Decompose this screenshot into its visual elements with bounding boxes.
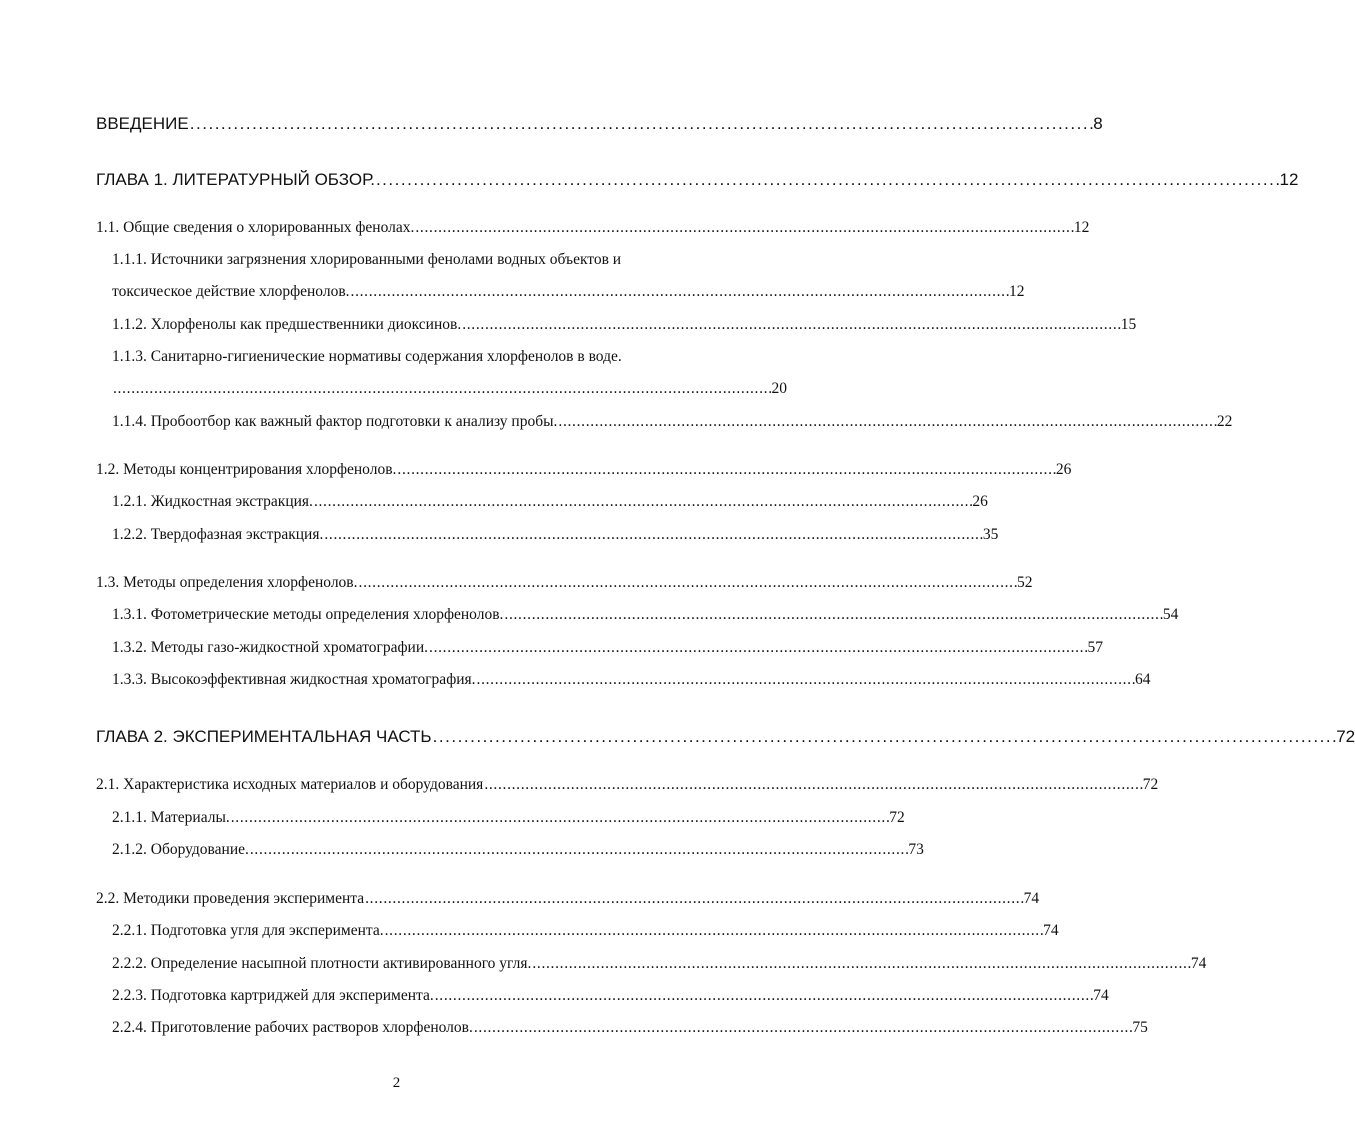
toc-leader-dots: [113, 380, 770, 398]
toc-entry-page: 75: [1132, 1019, 1148, 1036]
toc-leader-dots: [504, 606, 1161, 624]
toc-entry-title: 2.1.2. Оборудование.: [112, 841, 249, 858]
toc-entry-page: 74: [1023, 890, 1040, 907]
toc-entry-title: 2.1. Характеристика исходных материалов и оборудования: [96, 776, 484, 793]
toc-entry-1-3-2[interactable]: [112, 639, 1104, 657]
toc-leader-dots: [397, 461, 1054, 479]
toc-entry-2-2-2[interactable]: [112, 955, 1207, 973]
toc-entry-1-3[interactable]: [96, 574, 1033, 592]
toc-entry-title: ВВЕДЕНИЕ: [96, 114, 189, 133]
toc-entry-title: 1.1. Общие сведения о хлорированных фенолах.: [96, 219, 415, 236]
toc-leader-dots: [365, 890, 1022, 908]
toc-leader-dots: [385, 922, 1042, 940]
toc-entry-title: 1.3.1. Фотометрические методы определения хлорфенолов.: [112, 606, 504, 623]
toc-entry-page: 54: [1162, 606, 1179, 623]
toc-entry-2-2-3[interactable]: [112, 987, 1109, 1005]
toc-entry-1-2[interactable]: [96, 461, 1072, 479]
toc-leader-dots: [314, 493, 971, 511]
toc-leader-dots: [474, 1019, 1131, 1037]
toc-entry-page: 12: [1073, 219, 1090, 236]
toc-entry-2-1[interactable]: [96, 776, 1159, 794]
toc-entry-title: 2.1.1. Материалы.: [112, 809, 230, 826]
page-number: 2: [392, 1075, 401, 1091]
toc-entry-title: 1.3. Методы определения хлорфенолов.: [96, 574, 358, 591]
toc-entry-page: 12: [1279, 170, 1299, 189]
toc-leader-dots: [250, 841, 907, 859]
toc-entry-title: 1.2. Методы концентрирования хлорфенолов.: [96, 461, 397, 478]
toc-entry-page: 72: [1142, 776, 1159, 793]
toc-entry-1-2-2[interactable]: [112, 526, 999, 544]
toc-entry-chapter-1[interactable]: [96, 170, 1299, 190]
toc-entry-page: 74: [1190, 955, 1207, 972]
toc-leader-dots: [558, 413, 1215, 431]
toc-entry-intro[interactable]: [96, 114, 1103, 134]
toc-entry-title: 2.2.3. Подготовка картриджей для эксперимента.: [112, 987, 434, 1004]
toc-entry-chapter-2[interactable]: [96, 727, 1355, 747]
toc-entry-1-1-1-line1[interactable]: 1.1.1. Источники загрязнения хлорированными фенолами водных объектов и: [112, 251, 622, 268]
toc-leader-dots: [433, 727, 1336, 747]
toc-entry-1-3-3[interactable]: [112, 671, 1151, 689]
toc-leader-dots: [429, 639, 1086, 657]
toc-entry-page: 26: [1055, 461, 1072, 478]
toc-entry-title: 1.1.2. Хлорфенолы как предшественники диоксинов.: [112, 316, 462, 333]
toc-entry-title: 2.2. Методики проведения эксперимента: [96, 890, 365, 907]
toc-entry-page: 73: [908, 841, 924, 858]
toc-entry-page: 26: [972, 493, 988, 510]
toc-leader-dots: [359, 574, 1016, 592]
toc-entry-page: 12: [1009, 283, 1025, 300]
toc-leader-dots: [231, 809, 888, 827]
toc-entry-page: 35: [982, 526, 999, 543]
toc-entry-title: 2.2.2. Определение насыпной плотности активированного угля.: [112, 955, 532, 972]
toc-entry-2-1-1[interactable]: [112, 809, 905, 827]
toc-entry-page: 22: [1216, 413, 1233, 430]
toc-entry-page: 57: [1087, 639, 1104, 656]
toc-entry-1-2-1[interactable]: [112, 493, 988, 511]
toc-entry-2-2[interactable]: [96, 890, 1040, 908]
toc-entry-2-1-2[interactable]: [112, 841, 924, 859]
toc-entry-title: ГЛАВА 2. ЭКСПЕРИМЕНТАЛЬНАЯ ЧАСТЬ: [96, 727, 432, 746]
toc-leader-dots: [484, 776, 1141, 794]
toc-entry-page: 52: [1017, 574, 1033, 591]
toc-entry-1-3-1[interactable]: [112, 606, 1179, 624]
toc-entry-title: 1.3.3. Высокоэффективная жидкостная хроматография.: [112, 671, 476, 688]
toc-entry-page: 74: [1093, 987, 1109, 1004]
toc-entry-1-1-3[interactable]: [112, 380, 787, 398]
toc-entry-1-1-4[interactable]: [112, 413, 1233, 431]
toc-entry-page: 74: [1043, 922, 1059, 939]
toc-leader-dots: [190, 114, 1093, 134]
toc-entry-title: токсическое действие хлорфенолов.: [112, 283, 350, 300]
toc-entry-1-1-1[interactable]: [112, 283, 1025, 301]
toc-entry-title: 1.2.1. Жидкостная экстракция.: [112, 493, 313, 510]
toc-entry-title: 2.2.4. Приготовление рабочих растворов хлорфенолов.: [112, 1019, 473, 1036]
toc-entry-page: 20: [771, 380, 787, 397]
toc-entry-2-2-1[interactable]: [112, 922, 1059, 940]
toc-leader-dots: [477, 671, 1134, 689]
toc-entry-page: 72: [1336, 727, 1355, 746]
toc-entry-title: ГЛАВА 1. ЛИТЕРАТУРНЫЙ ОБЗОР.: [96, 170, 375, 189]
toc-leader-dots: [435, 987, 1092, 1005]
toc-entry-2-2-4[interactable]: [112, 1019, 1148, 1037]
toc-entry-title: 1.2.2. Твердофазная экстракция.: [112, 526, 324, 543]
toc-entry-page: 72: [889, 809, 905, 826]
toc-entry-page: 15: [1120, 316, 1137, 333]
toc-entry-title: 2.2.1. Подготовка угля для эксперимента.: [112, 922, 384, 939]
toc-entry-title: 1.3.2. Методы газо-жидкостной хроматографии.: [112, 639, 429, 656]
toc-entry-title: 1.1.4. Пробоотбор как важный фактор подготовки к анализу пробы.: [112, 413, 558, 430]
toc-entry-page: 8: [1093, 114, 1103, 133]
toc-entry-1-1-2[interactable]: [112, 316, 1137, 334]
toc-leader-dots: [376, 170, 1279, 190]
toc-leader-dots: [462, 316, 1119, 334]
toc-entry-page: 64: [1135, 671, 1151, 688]
toc-leader-dots: [351, 283, 1008, 301]
toc-entry-1-1-3-line1[interactable]: 1.1.3. Санитарно-гигиенические нормативы содержания хлорфенолов в воде.: [112, 348, 622, 365]
toc-leader-dots: [324, 526, 981, 544]
toc-entry-1-1[interactable]: [96, 219, 1090, 237]
toc-leader-dots: [532, 955, 1189, 973]
toc-leader-dots: [415, 219, 1072, 237]
